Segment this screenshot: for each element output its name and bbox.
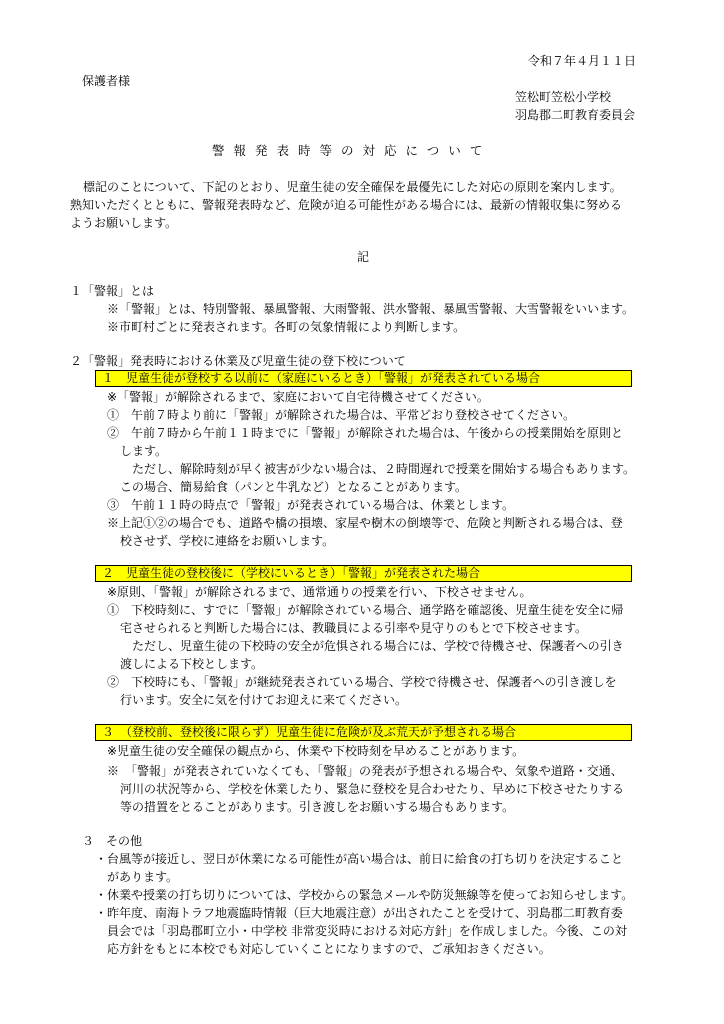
- box-2-line: 行います。安全に気を付けてお迎えに来てください。: [120, 693, 408, 707]
- highlight-box-3: [95, 724, 632, 741]
- box-1-line: ただし、解除時刻が早く被害が少ない場合は、２時間遅れで授業を開始する場合もあります。: [132, 462, 636, 476]
- section-3-heading: ３ その他: [82, 834, 143, 848]
- sender-school: 笠松町笠松小学校: [515, 90, 612, 104]
- box-1-line: 校させず、学校に連絡をお願いします。: [120, 534, 335, 548]
- ki-mark: 記: [357, 250, 370, 264]
- box-2-line: ① 下校時刻に、すでに「警報」が解除されている場合、通学路を確認後、児童生徒を安全に帰: [107, 603, 624, 617]
- intro-line-1: 標記のことについて、下記のとおり、児童生徒の安全確保を最優先にした対応の原則を案内します。: [83, 180, 622, 194]
- sender-board: 羽島郡二町教育委員会: [515, 108, 636, 122]
- box-2-line: 宅させられると判断した場合には、教職員による引率や見守りのもとで下校させます。: [120, 621, 588, 635]
- section-3-line: 応方針をもとに本校でも対応していくことになりますので、ご承知おきください。: [107, 942, 551, 956]
- box-1-line: ① 午前７時より前に「警報」が解除された場合は、平常どおり登校させてください。: [107, 408, 576, 422]
- box-2-line: ただし、児童生徒の下校時の安全が危惧される場合には、学校で待機させ、保護者への引き: [132, 639, 624, 653]
- box-1-line: ② 午前７時から午前１１時までに「警報」が解除された場合は、午後からの授業開始を原則と: [107, 426, 624, 440]
- box-3-line: 河川の状況等から、学校を休業したり、緊急に登校を見合わせたり、早めに下校させたりする: [120, 782, 625, 796]
- section-1-line: ※市町村ごとに発表されます。各町の気象情報により判断します。: [107, 320, 466, 334]
- section-2-heading: ２「警報」発表時における休業及び児童生徒の登下校について: [70, 354, 406, 368]
- section-3-line: 員会では「羽島郡町立小・中学校 非常変災時における対応方針」を作成しました。今後、この対: [107, 924, 627, 938]
- box-2-note: ※原則、「警報」が解除されるまで、通常通りの授業を行い、下校させません。: [107, 585, 532, 599]
- recipient: 保護者様: [82, 74, 131, 88]
- section-3-line: ・台風等が接近し、翌日が休業になる可能性が高い場合は、前日に給食の打ち切りを決定すること: [95, 852, 624, 866]
- highlight-box-3-text: ３ （登校前、登校後に限らず）児童生徒に危険が及ぶ荒天が予想される場合: [102, 725, 517, 739]
- section-3-line: ・休業や授業の打ち切りについては、学校からの緊急メールや防災無線等を使ってお知らせします。: [95, 888, 634, 902]
- box-2-line: ② 下校時にも、「警報」が継続発表されている場合、学校で待機させ、保護者への引き渡しを: [107, 675, 617, 689]
- document-title: 警報発表時等の対応について: [212, 143, 492, 158]
- document-date: 令和７年４月１１日: [528, 54, 637, 68]
- box-1-line: この場合、簡易給食（パンと牛乳など）となることがあります。: [120, 480, 468, 494]
- section-1-heading: １「警報」とは: [70, 284, 155, 298]
- box-1-line: ※上記①②の場合でも、道路や橋の損壊、家屋や樹木の倒壊等で、危険と判断される場合は、登: [107, 516, 623, 530]
- box-3-note: ※児童生徒の安全確保の観点から、休業や下校時刻を早めることがあります。: [107, 744, 525, 758]
- box-3-line: ※ 「警報」が発表されていなくても、「警報」の発表が予想される場合や、気象や道路・交通、: [107, 764, 623, 778]
- box-3-line: 等の措置をとることがあります。引き渡しをお願いする場合もあります。: [120, 800, 515, 814]
- box-1-line: します。: [120, 444, 168, 458]
- intro-line-2: 熟知いただくとともに、警報発表時など、危険が迫る可能性がある場合には、最新の情報収集に努める: [70, 198, 623, 212]
- section-3-line: があります。: [107, 870, 179, 884]
- highlight-box-1-text: １ 児童生徒が登校する以前に（家庭にいるとき）「警報」が発表されている場合: [102, 371, 541, 385]
- highlight-box-2: [95, 565, 632, 582]
- intro-line-3: ようお願いします。: [70, 216, 178, 230]
- section-1-line: ※「警報」とは、特別警報、暴風警報、大雨警報、洪水警報、暴風雪警報、大雪警報をいいます。: [107, 302, 635, 316]
- box-1-line: ③ 午前１１時の時点で「警報」が発表されている場合は、休業とします。: [107, 498, 515, 512]
- highlight-box-2-text: ２ 児童生徒の登校後に（学校にいるとき）「警報」が発表された場合: [102, 566, 481, 580]
- highlight-box-1: [95, 370, 632, 387]
- section-3-line: ・昨年度、南海トラフ地震臨時情報（巨大地震注意）が出されたことを受けて、羽島郡二町教育委: [95, 906, 623, 920]
- box-1-note: ※「警報」が解除されるまで、家庭において自宅待機させてください。: [107, 390, 489, 404]
- box-2-line: 渡しによる下校とします。: [120, 657, 264, 671]
